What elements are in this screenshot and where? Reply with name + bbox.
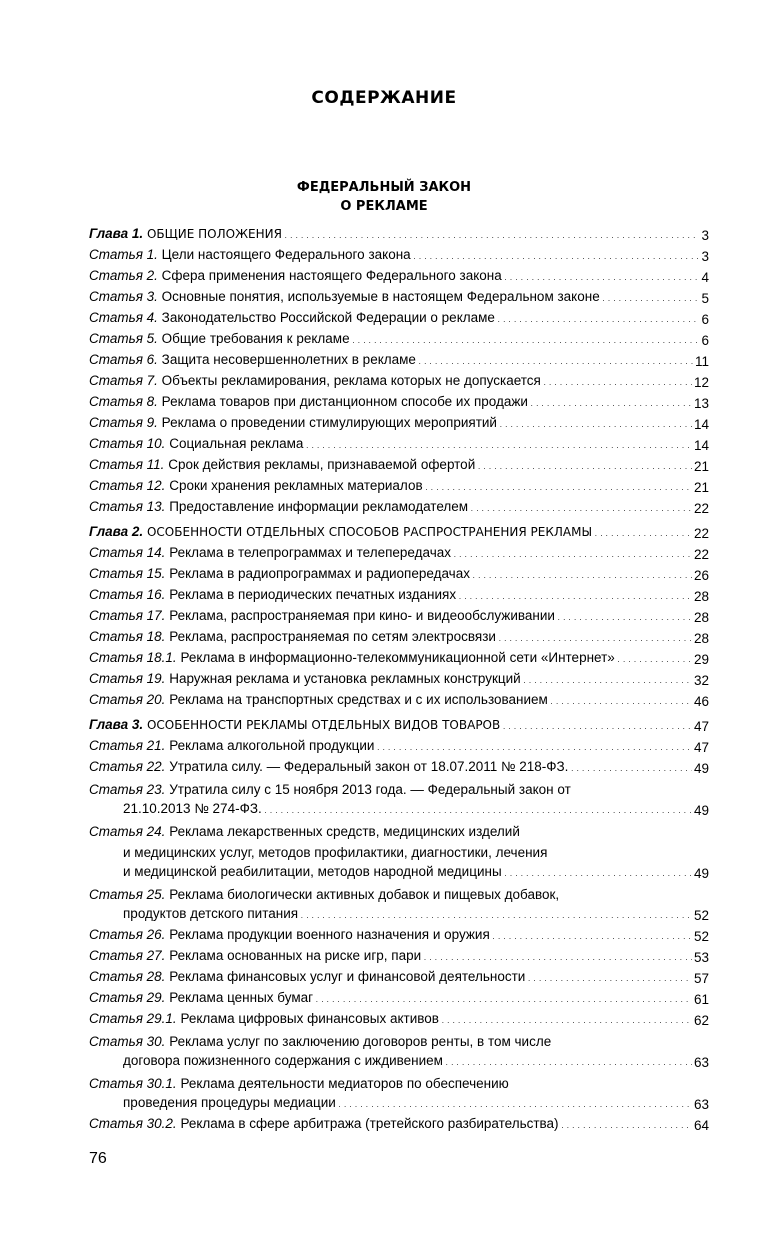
- law-title-line-2: О РЕКЛАМЕ: [340, 199, 428, 214]
- toc-article-label: Статья 23.: [89, 782, 166, 797]
- toc-article-entry: [89, 1115, 692, 1136]
- toc-page-number: 5: [701, 291, 709, 306]
- toc-article-title: Социальная реклама: [165, 436, 304, 451]
- toc-page-number: 3: [701, 228, 709, 243]
- toc-article-entry: [89, 435, 692, 456]
- toc-article-row[interactable]: [89, 926, 709, 947]
- toc-article-title: Реклама алкогольной продукции: [165, 738, 375, 753]
- toc-article-label: Статья 12.: [89, 478, 166, 493]
- toc-article-label: Статья 8.: [89, 394, 158, 409]
- toc-article-title: Предоставление информации рекламодателем: [165, 499, 469, 514]
- toc-page-number: 32: [693, 673, 709, 688]
- toc-article-label: Статья 15.: [89, 566, 166, 581]
- toc-article-continuation-text: проведения процедуры медиации . . .: [123, 1094, 692, 1115]
- toc-page-number: 13: [693, 396, 709, 411]
- toc-chapter-label: Глава 3.: [89, 717, 144, 732]
- toc-article-continuation: [89, 800, 709, 821]
- toc-page-number: 62: [693, 1013, 709, 1028]
- toc-article-row[interactable]: [89, 288, 709, 309]
- toc-article-title: Реклама на транспортных средствах и с их использованием: [165, 692, 548, 707]
- toc-article-label: Статья 5.: [89, 331, 158, 346]
- toc-chapter-row[interactable]: [89, 716, 709, 737]
- toc-article-row[interactable]: [89, 670, 709, 691]
- toc-article-title: Реклама цифровых финансовых активов: [176, 1011, 439, 1026]
- toc-article-title: Реклама биологически активных добавок и пищевых добавок,: [165, 887, 560, 902]
- toc-article-title: Утратила силу. — Федеральный закон от 18.07.2011 № 218-ФЗ.: [165, 759, 569, 774]
- toc-article-title: Реклама ценных бумаг: [165, 990, 314, 1005]
- toc-article-row[interactable]: [89, 607, 709, 628]
- toc-article-label: Статья 14.: [89, 545, 166, 560]
- toc-page-number: 3: [701, 249, 709, 264]
- toc-article-entry: [89, 477, 692, 498]
- toc-article-title: Утратила силу с 15 ноября 2013 года. — Федеральный закон от: [165, 782, 571, 797]
- toc-article-entry: [89, 649, 692, 670]
- toc-page-number: 28: [693, 631, 709, 646]
- toc-page-number: 12: [693, 375, 709, 390]
- toc-article-title: Реклама в информационно-телекоммуникационной сети «Интернет»: [176, 650, 615, 665]
- toc-page-number: 46: [693, 694, 709, 709]
- toc-article-entry: [89, 607, 692, 628]
- toc-page-number: 49: [693, 761, 709, 776]
- toc-article-row[interactable]: [89, 1073, 709, 1094]
- toc-article-label: Статья 3.: [89, 289, 158, 304]
- toc-article-row[interactable]: [89, 393, 709, 414]
- toc-article-row[interactable]: [89, 691, 709, 712]
- toc-article-label: Статья 9.: [89, 415, 158, 430]
- toc-article-entry: [89, 309, 699, 330]
- toc-article-title: Объекты рекламирования, реклама которых не допускается: [157, 373, 541, 388]
- toc-article-label: Статья 18.1.: [89, 650, 177, 665]
- toc-article-row[interactable]: [89, 456, 709, 477]
- toc-article-row[interactable]: [89, 821, 709, 842]
- toc-article-row[interactable]: [89, 414, 709, 435]
- toc-article-row[interactable]: [89, 628, 709, 649]
- toc-article-title: Общие требования к рекламе: [157, 331, 350, 346]
- toc-article-row[interactable]: [89, 758, 709, 779]
- toc-article-label: Статья 26.: [89, 927, 166, 942]
- toc-article-entry: [89, 947, 692, 968]
- toc-article-entry: [89, 372, 692, 393]
- toc-article-label: Статья 13.: [89, 499, 166, 514]
- toc-article-label: Статья 29.: [89, 990, 166, 1005]
- toc-chapter-entry: [89, 716, 692, 737]
- toc-article-continuation: [89, 863, 709, 884]
- toc-article-title: Срок действия рекламы, признаваемой офертой: [164, 457, 476, 472]
- toc-article-row[interactable]: [89, 649, 709, 670]
- toc-page-number: 4: [701, 270, 709, 285]
- toc-article-continuation-text: и медицинской реабилитации, методов народной медицины . . .: [123, 863, 692, 884]
- toc-article-title: Наружная реклама и установка рекламных конструкций: [165, 671, 521, 686]
- toc-article-label: Статья 22.: [89, 759, 166, 774]
- toc-page-number: 22: [693, 501, 709, 516]
- toc-article-entry: [89, 758, 692, 779]
- toc-article-entry: [89, 544, 692, 565]
- law-title-line-1: ФЕДЕРАЛЬНЫЙ ЗАКОН: [296, 180, 472, 195]
- page-title: СОДЕРЖАНИЕ: [311, 88, 457, 108]
- toc-page-number: 57: [693, 971, 709, 986]
- law-title: [0, 178, 768, 216]
- toc-article-continuation-text: договора пожизненного содержания с иждивением . . .: [123, 1052, 692, 1073]
- toc-article-row[interactable]: [89, 884, 709, 905]
- toc-article-continuation-text: 21.10.2013 № 274-ФЗ. . . .: [123, 800, 692, 821]
- toc-article-entry: [89, 989, 692, 1010]
- toc-article-title: Реклама в радиопрограммах и радиопередачах: [165, 566, 470, 581]
- toc-article-row[interactable]: [89, 246, 709, 267]
- toc-article-title: Реклама в периодических печатных изданиях: [165, 587, 457, 602]
- toc-article-entry: [89, 393, 692, 414]
- toc-article-label: Статья 2.: [89, 268, 158, 283]
- toc-article-row[interactable]: [89, 330, 709, 351]
- toc-article-label: Статья 17.: [89, 608, 166, 623]
- toc-article-row[interactable]: [89, 779, 709, 800]
- toc-article-title: Реклама о проведении стимулирующих мероприятий: [157, 415, 497, 430]
- toc-article-entry: [89, 288, 699, 309]
- toc-article-title: Реклама продукции военного назначения и оружия: [165, 927, 490, 942]
- toc-article-title: Сфера применения настоящего Федерального закона: [157, 268, 502, 283]
- toc-article-label: Статья 19.: [89, 671, 166, 686]
- toc-article-entry: [89, 670, 692, 691]
- toc-page-number: 64: [693, 1118, 709, 1133]
- toc-page-number: 61: [693, 992, 709, 1007]
- toc-page-number: 21: [693, 459, 709, 474]
- toc-article-label: Статья 10.: [89, 436, 166, 451]
- toc-chapter-row[interactable]: [89, 225, 709, 246]
- toc-article-continuation: и медицинских услуг, методов профилактики, диагностики, лечения: [123, 845, 548, 860]
- toc-article-entry: [89, 628, 692, 649]
- toc-article-entry: [89, 1010, 692, 1031]
- toc-page-number: 63: [693, 1097, 709, 1112]
- toc-article-entry: [89, 267, 699, 288]
- toc-article-entry: [89, 737, 692, 758]
- toc-article-label: Статья 18.: [89, 629, 166, 644]
- toc-article-label: Статья 30.1.: [89, 1076, 177, 1091]
- toc-article-label: Статья 30.: [89, 1034, 166, 1049]
- toc-article-label: Статья 20.: [89, 692, 166, 707]
- toc-article-row[interactable]: [89, 372, 709, 393]
- toc-article-label: Статья 29.1.: [89, 1011, 177, 1026]
- toc-article-entry: [89, 565, 692, 586]
- toc-article-continuation: [89, 1094, 709, 1115]
- toc-article-label: Статья 1.: [89, 247, 158, 262]
- toc-page-number: 53: [693, 950, 709, 965]
- toc-article-row[interactable]: [89, 968, 709, 989]
- toc-article-entry: [89, 498, 692, 519]
- toc-page-number: 6: [701, 333, 709, 348]
- toc-chapter-title: ОСОБЕННОСТИ ОТДЕЛЬНЫХ СПОСОБОВ РАСПРОСТРАНЕНИЯ РЕКЛАМЫ: [143, 525, 593, 539]
- toc-page-number: 21: [693, 480, 709, 495]
- toc-article-label: Статья 30.2.: [89, 1116, 177, 1131]
- toc-page-number: 29: [693, 652, 709, 667]
- toc-page-number: 49: [693, 803, 709, 818]
- toc-article-label: Статья 11.: [89, 457, 165, 472]
- toc-article-title: Реклама в телепрограммах и телепередачах: [165, 545, 452, 560]
- toc-article-label: Статья 24.: [89, 824, 166, 839]
- toc-page-number: 26: [693, 568, 709, 583]
- toc-page-number: 11: [694, 354, 709, 369]
- toc-article-label: Статья 16.: [89, 587, 166, 602]
- toc-article-row[interactable]: [89, 309, 709, 330]
- toc-page-number: 47: [693, 719, 709, 734]
- toc-chapter-row[interactable]: [89, 523, 709, 544]
- toc-article-row[interactable]: [89, 947, 709, 968]
- toc-article-entry: [89, 968, 692, 989]
- toc-article-title: Сроки хранения рекламных материалов: [165, 478, 423, 493]
- toc-article-row[interactable]: [89, 351, 709, 372]
- toc-chapter-title: ОБЩИЕ ПОЛОЖЕНИЯ: [143, 227, 282, 241]
- toc-article-row[interactable]: [89, 544, 709, 565]
- toc-chapter-label: Глава 2.: [89, 524, 144, 539]
- toc-article-title: Реклама, распространяемая по сетям электросвязи: [165, 629, 496, 644]
- toc-article-row[interactable]: [89, 498, 709, 519]
- toc-article-title: Реклама финансовых услуг и финансовой деятельности: [165, 969, 526, 984]
- toc-chapter-entry: [89, 523, 692, 544]
- toc-article-entry: [89, 586, 692, 607]
- toc-page-number: 63: [693, 1055, 709, 1070]
- toc-article-entry: [89, 330, 699, 351]
- toc-article-title: Реклама основанных на риске игр, пари: [165, 948, 422, 963]
- toc-article-row[interactable]: [89, 989, 709, 1010]
- toc-article-row[interactable]: [89, 586, 709, 607]
- toc-article-title: Реклама лекарственных средств, медицинских изделий: [165, 824, 520, 839]
- toc-article-entry: [89, 691, 692, 712]
- toc-article-row[interactable]: [89, 737, 709, 758]
- toc-chapter-entry: [89, 225, 699, 246]
- toc-page-number: 47: [693, 740, 709, 755]
- toc-page-number: 49: [693, 866, 709, 881]
- toc-article-label: Статья 27.: [89, 948, 166, 963]
- toc-article-row[interactable]: [89, 1031, 709, 1052]
- toc-page-number: 14: [693, 417, 709, 432]
- toc-article-label: Статья 21.: [89, 738, 166, 753]
- toc-article-title: Реклама товаров при дистанционном способе их продажи: [157, 394, 528, 409]
- toc-page-number: 14: [693, 438, 709, 453]
- toc-article-entry: [89, 926, 692, 947]
- toc-article-entry: [89, 414, 692, 435]
- toc-page-number: 6: [701, 312, 709, 327]
- toc-chapter-label: Глава 1.: [89, 226, 144, 241]
- toc-page-number: 52: [693, 929, 709, 944]
- toc-article-row[interactable]: [89, 1115, 709, 1136]
- toc-article-label: Статья 4.: [89, 310, 158, 325]
- page-number: 76: [89, 1150, 107, 1167]
- toc-page-number: 52: [693, 908, 709, 923]
- toc-article-entry: [89, 246, 699, 267]
- toc-article-label: Статья 7.: [89, 373, 158, 388]
- toc-article-title: Реклама услуг по заключению договоров ренты, в том числе: [165, 1034, 552, 1049]
- toc-article-continuation: [89, 1052, 709, 1073]
- toc-article-label: Статья 6.: [89, 352, 158, 367]
- toc-page-number: 28: [693, 610, 709, 625]
- toc-article-row[interactable]: [89, 565, 709, 586]
- toc-article-title: Реклама, распространяемая при кино- и видеообслуживании: [165, 608, 555, 623]
- toc-page-number: 28: [693, 589, 709, 604]
- toc-article-row[interactable]: [89, 267, 709, 288]
- toc-article-title: Защита несовершеннолетних в рекламе: [157, 352, 416, 367]
- toc-article-title: Законодательство Российской Федерации о рекламе: [157, 310, 495, 325]
- toc-article-label: Статья 25.: [89, 887, 166, 902]
- toc-article-title: Реклама деятельности медиаторов по обеспечению: [176, 1076, 509, 1091]
- toc-article-continuation-text: продуктов детского питания . . .: [123, 905, 692, 926]
- toc-article-row[interactable]: [89, 1010, 709, 1031]
- toc-chapter-title: ОСОБЕННОСТИ РЕКЛАМЫ ОТДЕЛЬНЫХ ВИДОВ ТОВАРОВ: [143, 718, 501, 732]
- toc-article-title: Основные понятия, используемые в настоящем Федеральном законе: [157, 289, 600, 304]
- toc-article-continuation: [89, 905, 709, 926]
- toc-article-row[interactable]: [89, 435, 709, 456]
- toc-article-label: Статья 28.: [89, 969, 166, 984]
- table-of-contents: [89, 225, 709, 1136]
- toc-page-number: 22: [693, 547, 709, 562]
- toc-page-number: 22: [693, 526, 709, 541]
- toc-article-entry: [89, 351, 693, 372]
- toc-article-entry: [89, 456, 692, 477]
- toc-article-title: Реклама в сфере арбитража (третейского разбирательства): [176, 1116, 559, 1131]
- toc-article-title: Цели настоящего Федерального закона: [157, 247, 411, 262]
- toc-article-row[interactable]: [89, 477, 709, 498]
